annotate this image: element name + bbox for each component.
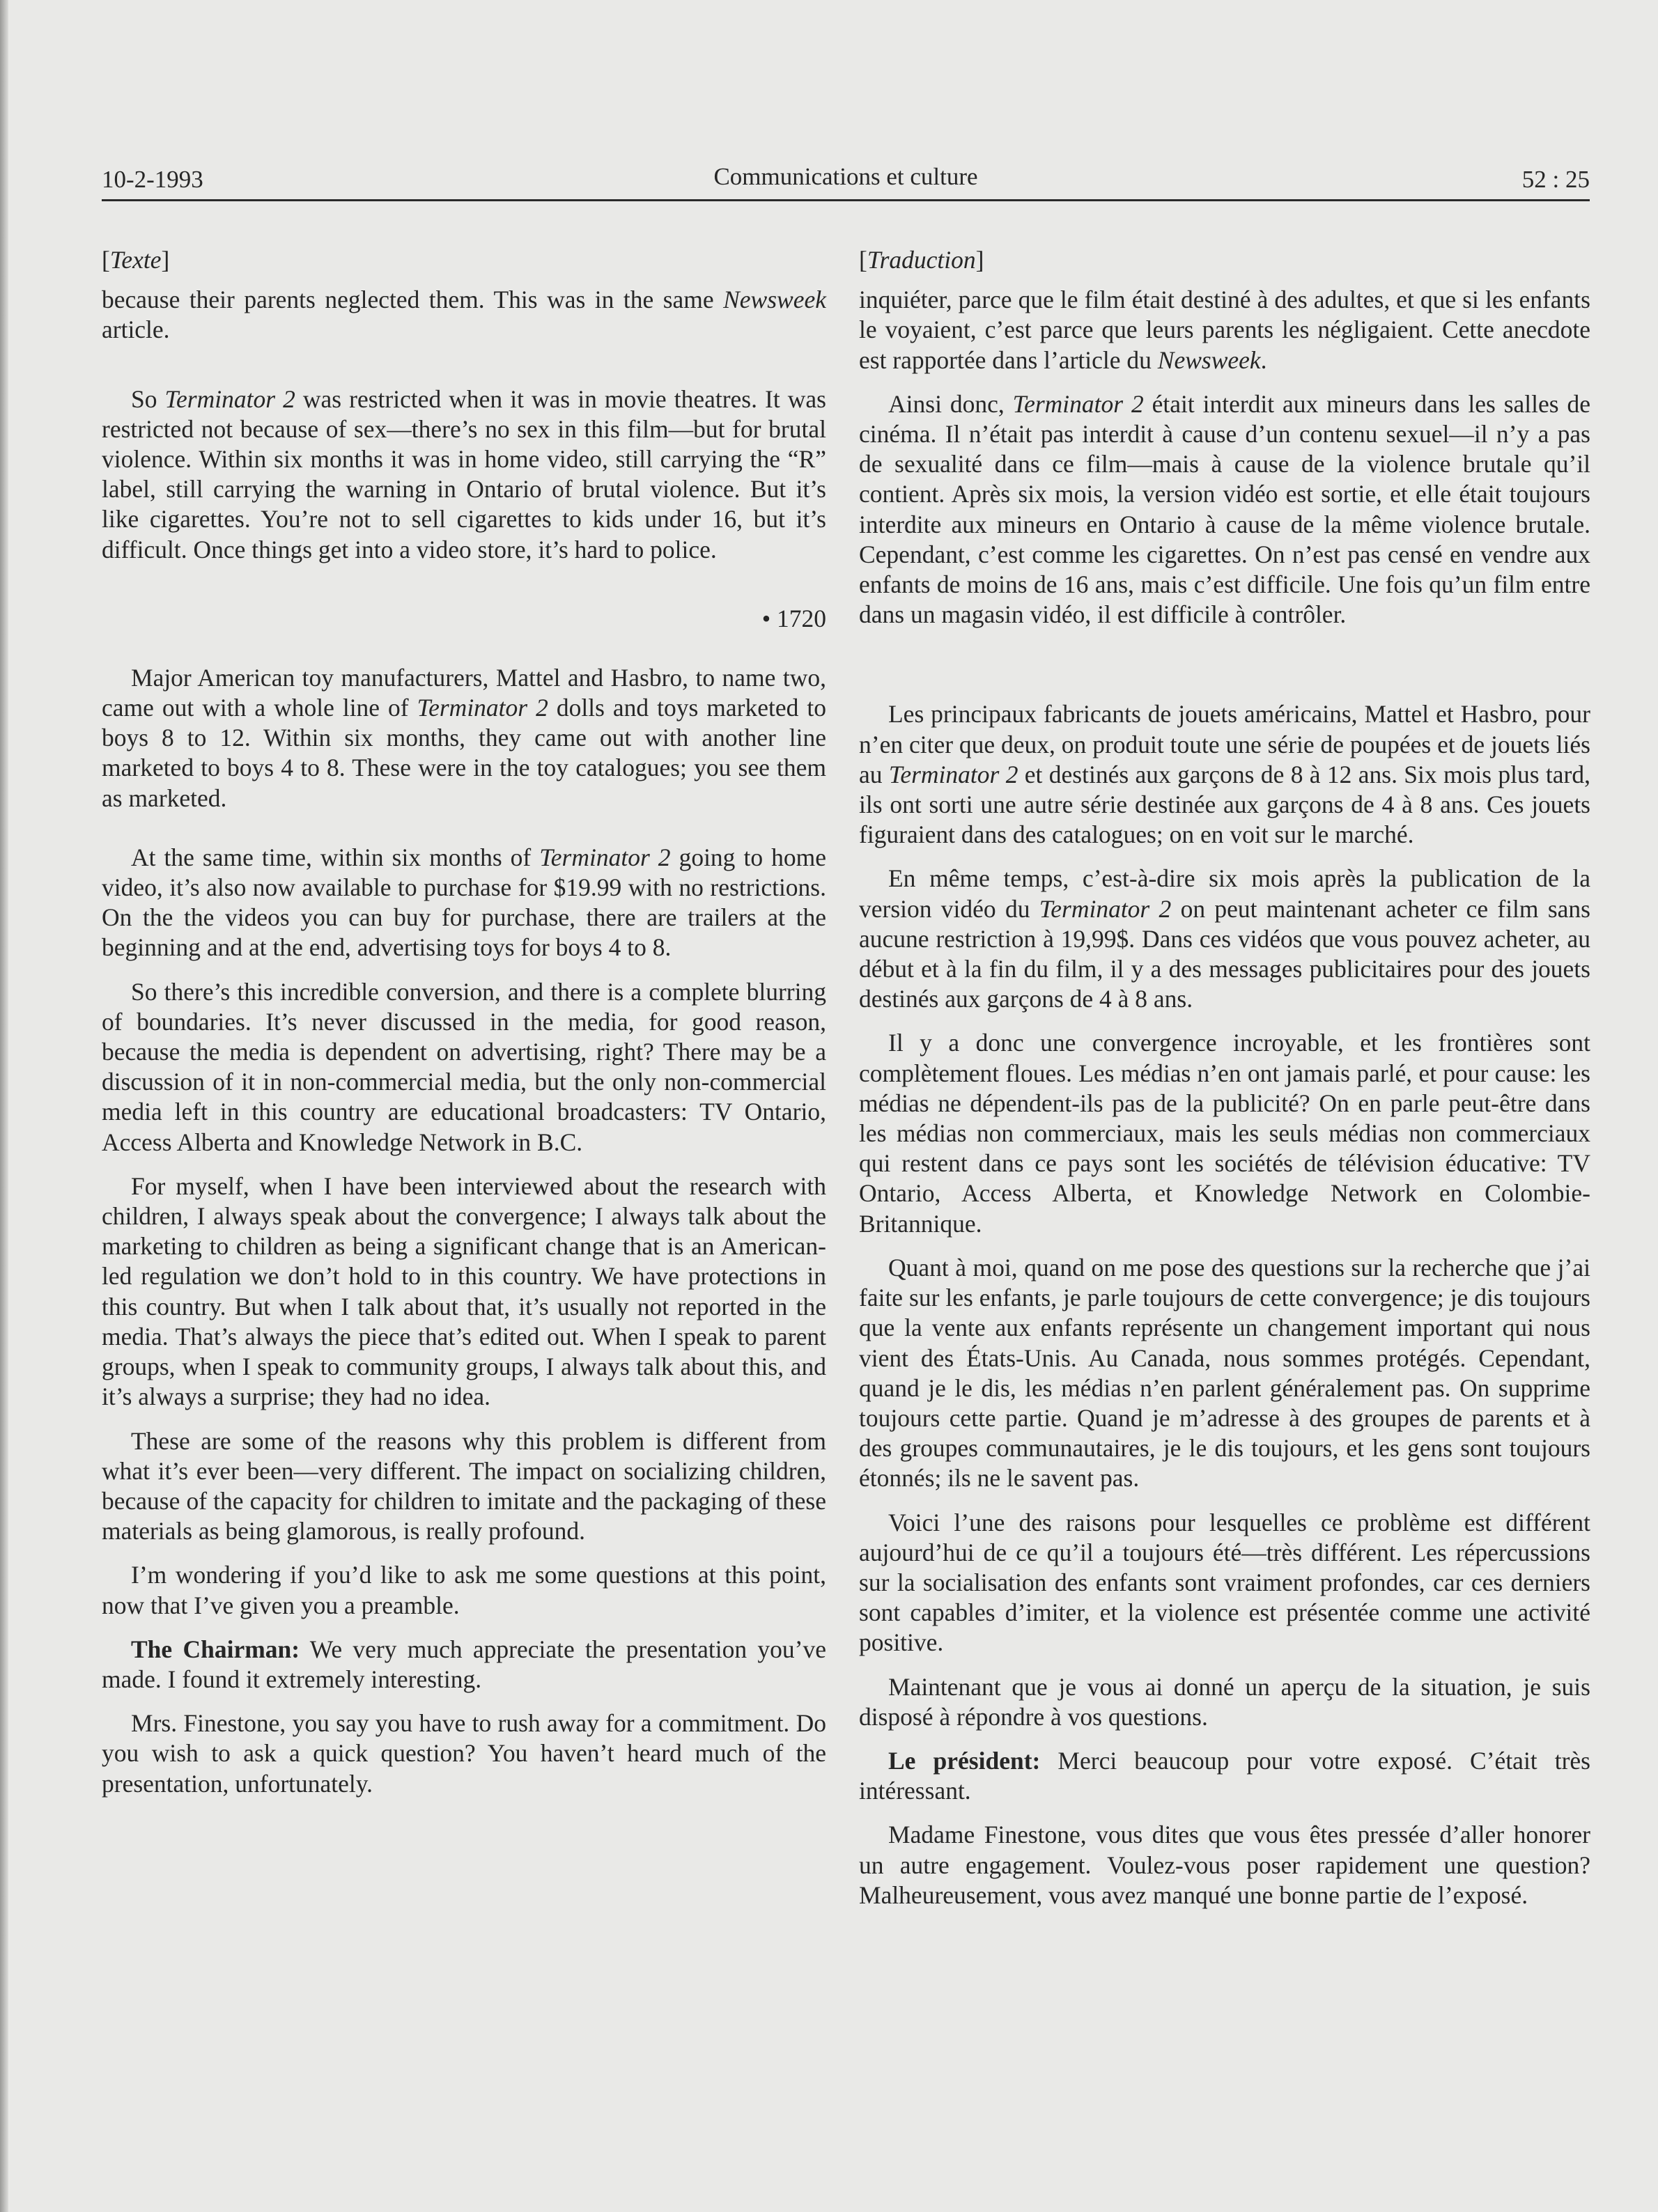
paragraph: Le président: Merci beaucoup pour votre exposé. C’était très intéressant.: [859, 1746, 1590, 1805]
paragraph: Madame Finestone, vous dites que vous êtes pressée d’aller honorer un autre engagement. Voulez-vous poser rapidement une question? Malheureusement, vous avez manqué une bonne partie de l’exposé.: [859, 1821, 1590, 1909]
header-date: 10-2-1993: [102, 166, 203, 193]
page-header: [102, 159, 1590, 198]
paragraph: Ainsi donc, Terminator 2 était interdit aux mineurs dans les salles de cinéma. Il n’était pas interdit à cause d’un contenu sexuel—il n’y a pas de sexualité dans ce film—mais à cause de la violence brutale qu’il contient. Après six mois, la version vidéo est sortie, et elle était toujours interdite aux mineurs en Ontario à cause de la même violence brutale. Cependant, c’est comme les cigarettes. On n’est pas censé en vendre aux enfants de moins de 16 ans, mais c’est difficile. Une fois qu’un film entre dans un magasin vidéo, il est difficile à contrôler.: [859, 389, 1590, 629]
column-label-text: Traduction: [867, 246, 976, 274]
paragraph: Mrs. Finestone, you say you have to rush away for a commitment. Do you wish to ask a quick question? You haven’t heard much of the presentation, unfortunately.: [102, 1709, 826, 1798]
paragraph: Major American toy manufacturers, Mattel and Hasbro, to name two, came out with a whole line of Terminator 2 dolls and toys marketed to boys 8 to 12. Within six months, they came out with another line marketed to boys 4 to 8. These were in the toy catalogues; you see them as marketed.: [102, 663, 826, 812]
paragraph: For myself, when I have been interviewed about the research with children, I always speak about the convergence; I always talk about the marketing to children as being a significant change that is an American-led regulation we don’t hold to in this country. We have protections in this country. But when I talk about that, it’s usually not reported in the media. That’s always the piece that’s edited out. When I speak to parent groups, when I speak to community groups, I always talk about this, and it’s always a surprise; they had no idea.: [102, 1171, 826, 1411]
header-page-number: 52 : 25: [1521, 166, 1590, 193]
speaker-name: Le président:: [888, 1746, 1041, 1775]
paragraph: inquiéter, parce que le film était destiné à des adultes, et que si les enfants le voyaient, c’est parce que leurs parents les négligaient. Cette anecdote est rapportée dans l’article du Newsweek.: [859, 286, 1590, 374]
paragraph: The Chairman: We very much appreciate the presentation you’ve made. I found it extremely interesting.: [102, 1635, 826, 1693]
paragraph: So there’s this incredible conversion, and there is a complete blurring of boundaries. It’s never discussed in the media, for good reason, because the media is dependent on advertising, right? There may be a discussion of it in non-commercial media, but the only non-commercial media left in this country are educational broadcasters: TV Ontario, Access Alberta and Knowledge Network in B.C.: [102, 977, 826, 1156]
french-column: [859, 245, 1590, 1924]
paragraph: These are some of the reasons why this problem is different from what it’s ever been—very different. The impact on socializing children, because of the capacity for children to imitate and the packaging of these materials as being glamorous, is really profound.: [102, 1426, 826, 1545]
paragraph: Quant à moi, quand on me pose des questions sur la recherche que j’ai faite sur les enfants, je parle toujours de cette convergence; je dis toujours que la vente aux enfants représente un changement important qui nous vient des États-Unis. Au Canada, nous sommes protégés. Cependant, quand je le dis, les médias n’en parlent généralement pas. On supprime toujours cette partie. Quand je m’adresse à des groupes de parents et à des groupes communautaires, je le dis toujours, et les gens sont toujours étonnés; ils ne le savent pas.: [859, 1253, 1590, 1493]
column-label-traduction: [Traduction]: [859, 246, 984, 274]
time-marker: • 1720: [761, 604, 826, 632]
header-rule: [102, 199, 1590, 201]
paragraph: Voici l’une des raisons pour lesquelles ce problème est différent aujourd’hui de ce qu’il a toujours été—très différent. Les répercussions sur la socialisation des enfants sont vraiment profondes, car ces derniers sont capables d’imiter, et la violence est présentée comme une activité positive.: [859, 1508, 1590, 1657]
paragraph: Maintenant que je vous ai donné un aperçu de la situation, je suis disposé à répondre à vos questions.: [859, 1672, 1590, 1731]
paragraph: I’m wondering if you’d like to ask me some questions at this point, now that I’ve given you a preamble.: [102, 1561, 826, 1619]
header-title: Communications et culture: [713, 163, 978, 190]
paragraph: So Terminator 2 was restricted when it was in movie theatres. It was restricted not because of sex—there’s no sex in this film—but for brutal violence. Within six months it was in home video, still carrying the “R” label, still carrying the warning in Ontario of brutal violence. But it’s like cigarettes. You’re not to sell cigarettes to kids under 16, but it’s difficult. Once things get into a video store, it’s hard to police.: [102, 384, 826, 563]
speaker-name: The Chairman:: [131, 1635, 300, 1663]
column-label-text: Texte: [109, 246, 162, 274]
paragraph: At the same time, within six months of Terminator 2 going to home video, it’s also now available to purchase for $19.99 with no restrictions. On the the videos you can buy for purchase, there are trailers at the beginning and at the end, advertising toys for boys 4 to 8.: [102, 843, 826, 962]
paragraph: En même temps, c’est-à-dire six mois après la publication de la version vidéo du Terminator 2 on peut maintenant acheter ce film sans aucune restriction à 19,99$. Dans ces vidéos que vous pouvez acheter, au début et à la fin du film, il y a des messages publicitaires pour des jouets destinés aux garçons de 4 à 8 ans.: [859, 864, 1590, 1013]
paragraph: Les principaux fabricants de jouets américains, Mattel et Hasbro, pour n’en citer que deux, on produit toute une série de poupées et de jouets liés au Terminator 2 et destinés aux garçons de 8 à 12 ans. Six mois plus tard, ils ont sorti une autre série destinée aux garçons de 4 à 8 ans. Ces jouets figuraient dans des catalogues; on en voit sur le marché.: [859, 700, 1590, 849]
english-column: [102, 245, 826, 1813]
page-edge-shadow: [0, 0, 8, 2212]
paragraph: Il y a donc une convergence incroyable, et les frontières sont complètement floues. Les médias n’en ont jamais parlé, et pour cause: les médias ne dépendent-ils pas de la publicité? On en parle peut-être dans les médias non commerciaux, mais les seuls médias non commerciaux qui restent dans ce pays sont les sociétés de télévision éducative: TV Ontario, Access Alberta, et Knowledge Network en Colombie-Britannique.: [859, 1029, 1590, 1238]
paragraph: because their parents neglected them. This was in the same Newsweek article.: [102, 286, 826, 344]
column-label-texte: [Texte]: [102, 246, 170, 274]
